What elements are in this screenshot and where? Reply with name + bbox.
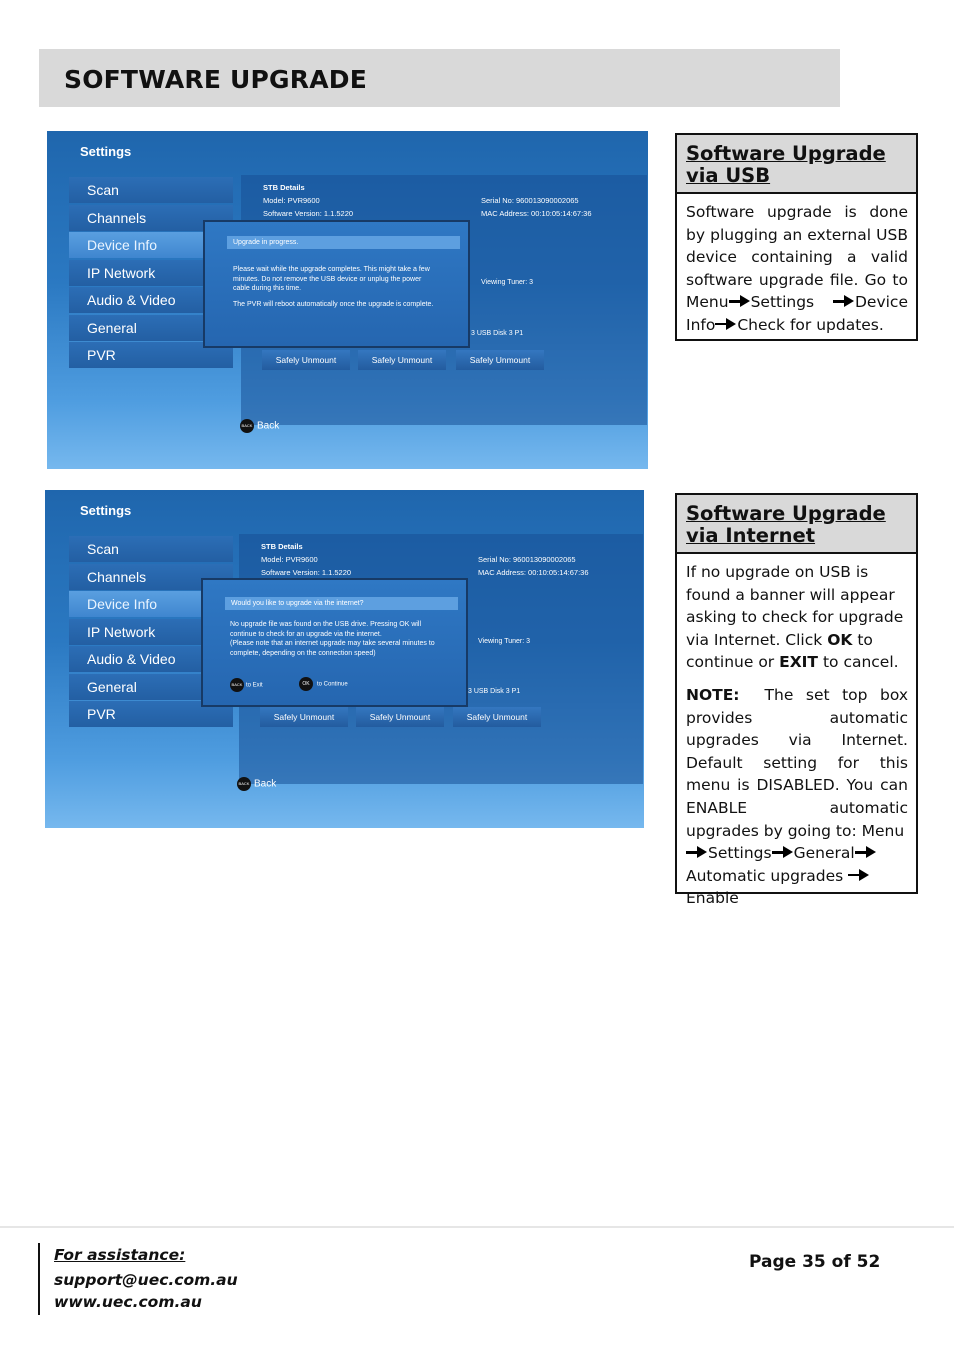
stb-serial: Serial No: 960013090002065: [481, 196, 579, 205]
usb-box-text: [686, 201, 908, 337]
footer-vertical-bar: [38, 1243, 40, 1315]
p1-text-c: to cancel.: [822, 653, 899, 672]
menu-item-channels[interactable]: Channels: [69, 564, 233, 590]
ok-key-icon: OK: [299, 677, 313, 691]
note-text-a: The set top box provides automatic upgrades via Internet. Default setting for this menu is DISABLED. You can ENABLE automatic upgrades by going to: Menu: [686, 685, 909, 840]
internet-upgrade-box: [675, 493, 918, 908]
stb-ids: [481, 194, 592, 220]
menu-item-pvr[interactable]: PVR: [69, 342, 233, 368]
exit-control[interactable]: [230, 678, 263, 693]
arrow-right-icon: [715, 317, 737, 331]
settings-title: Settings: [80, 503, 132, 518]
stb-model: Model: PVR9600: [261, 555, 318, 564]
usb-disk-label: 3 USB Disk 3 P1: [468, 688, 521, 695]
internet-box-body: [677, 554, 916, 916]
usb-upgrade-box: [675, 133, 918, 341]
arrow-right-icon: [833, 294, 855, 308]
safely-unmount-button-3[interactable]: Safely Unmount: [453, 707, 541, 727]
continue-control[interactable]: [299, 677, 348, 692]
menu-item-channels[interactable]: Channels: [69, 205, 233, 231]
internet-box-note: [686, 684, 908, 842]
back-control[interactable]: [240, 419, 279, 434]
exit-label: to Exit: [246, 682, 263, 689]
stb-details: [263, 181, 353, 220]
internet-box-path: [686, 842, 908, 910]
footer-divider: [0, 1226, 954, 1228]
menu-item-general[interactable]: General: [69, 315, 233, 341]
continue-label: to Continue: [317, 681, 348, 688]
dialog-text-2: The PVR will reboot automatically once the upgrade is complete.: [233, 300, 434, 308]
note-text-d: Automatic upgrades: [686, 866, 844, 885]
menu-item-scan[interactable]: Scan: [69, 536, 233, 562]
stb-serial: Serial No: 960013090002065: [478, 555, 576, 564]
page-title-bar: [39, 49, 840, 107]
footer-assist: For assistance:: [54, 1246, 186, 1264]
menu-item-audio-video[interactable]: Audio & Video: [69, 646, 233, 672]
stb-heading: STB Details: [261, 542, 303, 551]
stb-mac: MAC Address: 00:10:05:14:67:36: [478, 568, 589, 577]
arrow-right-icon: [855, 845, 877, 859]
safely-unmount-button-3[interactable]: Safely Unmount: [456, 350, 544, 370]
usb-box-body: [677, 194, 916, 343]
internet-box-paragraph-1: [686, 561, 908, 674]
safely-unmount-button-1[interactable]: Safely Unmount: [260, 707, 348, 727]
stb-ids: [478, 553, 589, 579]
footer-email[interactable]: support@uec.com.au: [54, 1271, 238, 1289]
internet-box-heading: Software Upgrade via Internet: [686, 502, 886, 547]
internet-upgrade-dialog: [201, 578, 468, 707]
stb-software-version: Software Version: 1.1.5220: [263, 209, 354, 218]
arrow-right-icon: [686, 845, 708, 859]
usb-text-a: Software upgrade is done by plugging an external USB device containing a valid software upgrade file. Go to Menu: [686, 203, 908, 312]
p1-ok: OK: [827, 630, 853, 649]
viewing-tuner: Viewing Tuner: 3: [478, 638, 531, 645]
stb-mac: MAC Address: 00:10:05:14:67:36: [481, 209, 592, 218]
menu-item-ip-network[interactable]: IP Network: [69, 260, 233, 286]
menu-item-audio-video[interactable]: Audio & Video: [69, 287, 233, 313]
note-text-b: Settings: [708, 844, 772, 863]
menu-item-device-info[interactable]: Device Info: [69, 591, 233, 617]
p1-text-b: to continue or: [686, 630, 873, 672]
stb-details: [261, 540, 351, 579]
upgrade-progress-dialog: [203, 220, 470, 348]
back-key-icon: BACK: [230, 678, 244, 692]
safely-unmount-button-2[interactable]: Safely Unmount: [356, 707, 444, 727]
p1-exit: EXIT: [779, 653, 819, 672]
note-text-e: Enable: [686, 889, 739, 908]
usb-box-header: [677, 135, 916, 194]
usb-text-d: Check for updates.: [737, 315, 884, 334]
back-control[interactable]: [237, 777, 276, 792]
tv-screenshot-internet: [45, 490, 644, 828]
arrow-right-icon: [729, 294, 751, 308]
usb-box-heading: Software Upgrade via USB: [686, 142, 886, 187]
dialog-text-1: No upgrade file was found on the USB drive. Pressing OK will continue to check for an upgrade via the internet.: [230, 621, 422, 638]
back-label: Back: [254, 778, 277, 790]
dialog-text-1: Please wait while the upgrade completes. This might take a few minutes. Do not remove the USB device or unplug the power cable during this time.: [233, 266, 430, 292]
viewing-tuner: Viewing Tuner: 3: [481, 279, 534, 286]
menu-item-general[interactable]: General: [69, 674, 233, 700]
arrow-right-icon: [772, 845, 794, 859]
arrow-right-icon: [848, 868, 870, 882]
back-key-icon: BACK: [240, 419, 254, 433]
menu-item-ip-network[interactable]: IP Network: [69, 619, 233, 645]
tv-screenshot-usb: [47, 131, 648, 469]
stb-model: Model: PVR9600: [263, 196, 320, 205]
safely-unmount-button-2[interactable]: Safely Unmount: [358, 350, 446, 370]
stb-heading: STB Details: [263, 183, 305, 192]
dialog-text-2: (Please note that an internet upgrade may take several minutes to complete, depending on the connection speed): [230, 640, 435, 657]
dialog-title: Would you like to upgrade via the internet?: [225, 597, 458, 610]
menu-item-device-info[interactable]: Device Info: [69, 232, 233, 258]
stb-software-version: Software Version: 1.1.5220: [261, 568, 352, 577]
menu-item-scan[interactable]: Scan: [69, 177, 233, 203]
page-title: SOFTWARE UPGRADE: [64, 65, 367, 94]
dialog-body: [233, 265, 438, 315]
usb-disk-label: 3 USB Disk 3 P1: [471, 330, 524, 337]
menu-item-pvr[interactable]: PVR: [69, 701, 233, 727]
usb-text-b: Settings: [750, 293, 815, 312]
back-label: Back: [257, 420, 280, 432]
note-text-c: General: [793, 844, 855, 863]
footer-web[interactable]: www.uec.com.au: [54, 1293, 202, 1311]
safely-unmount-button-1[interactable]: Safely Unmount: [262, 350, 350, 370]
usb-text-c: Device Info: [686, 293, 908, 334]
p1-text-a: If no upgrade on USB is found a banner will appear asking to check for upgrade via Internet. Click: [686, 563, 904, 649]
internet-box-header: [677, 495, 916, 554]
settings-title: Settings: [80, 144, 132, 159]
note-label: NOTE:: [686, 685, 740, 704]
dialog-title: Upgrade in progress.: [227, 236, 460, 249]
dialog-body: [230, 620, 448, 664]
page-number: Page 35 of 52: [749, 1252, 881, 1272]
back-key-icon: BACK: [237, 777, 251, 791]
